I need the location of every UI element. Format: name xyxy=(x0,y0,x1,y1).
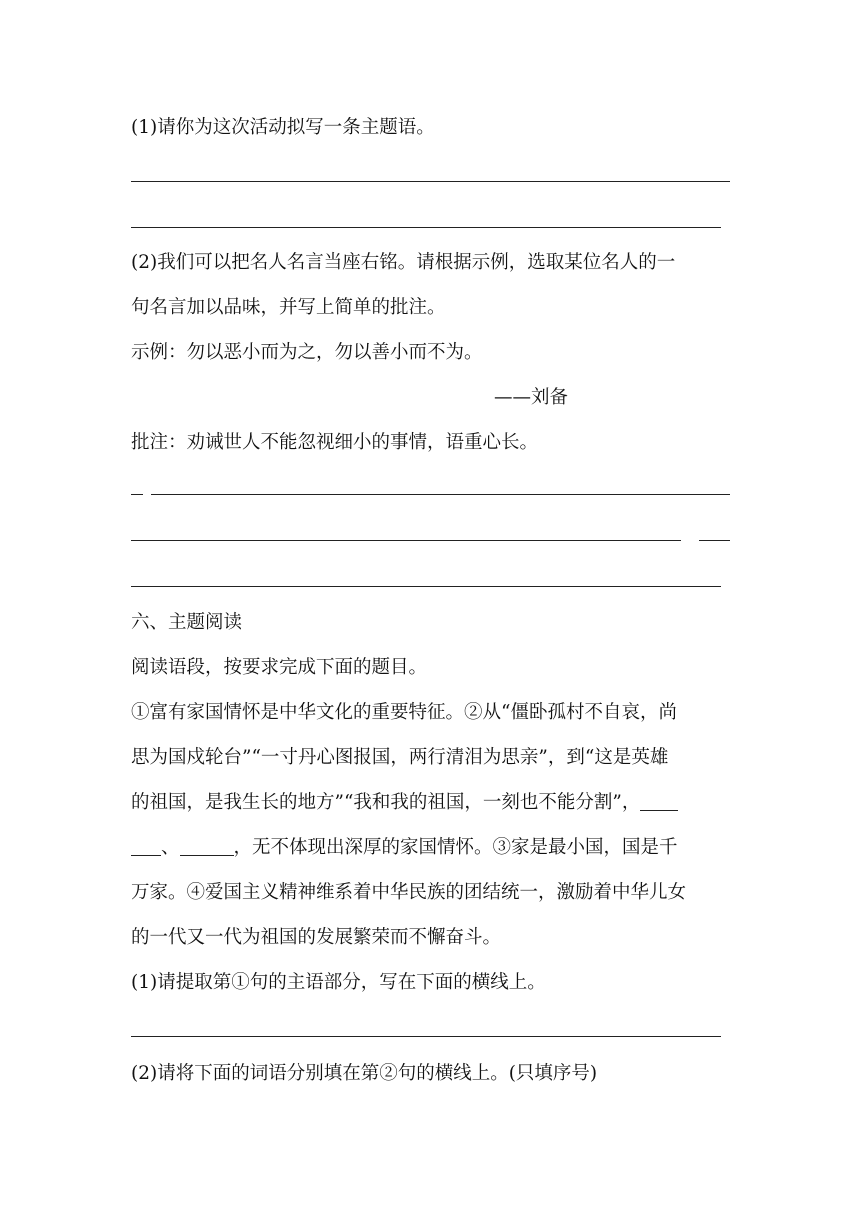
passage-line: 万家。④爱国主义精神维系着中华民族的团结统一，激励着中华儿女 xyxy=(131,882,687,903)
example-author: ——刘备 xyxy=(494,387,569,408)
passage-text: ，无不体现出深厚的家国情怀。③家是最小国，国是千 xyxy=(233,837,678,858)
q2-prompt-line1: (2)我们可以把名人名言当座右铭。请根据示例，选取某位名人的一 xyxy=(131,252,676,273)
q2-prompt-line2: 句名言加以品味，并写上简单的批注。 xyxy=(131,297,446,318)
passage-line xyxy=(131,836,678,860)
passage-text: 的祖国，是我生长的地方”“我和我的祖国，一刻也不能分割”， xyxy=(131,792,641,813)
answer-line[interactable] xyxy=(131,181,730,182)
example-quote: 示例：勿以恶小而为之，勿以善小而不为。 xyxy=(131,342,483,363)
answer-line[interactable] xyxy=(131,227,721,228)
annotation-example: 批注：劝诫世人不能忽视细小的事情，语重心长。 xyxy=(131,432,539,453)
line-gap xyxy=(143,491,151,497)
answer-line[interactable] xyxy=(131,586,721,587)
line-gap xyxy=(681,537,699,543)
sub-question-1: (1)请提取第①句的主语部分，写在下面的横线上。 xyxy=(131,972,546,993)
fill-blank-2[interactable] xyxy=(180,837,234,856)
q1-prompt: (1)请你为这次活动拟写一条主题语。 xyxy=(131,117,435,138)
separator: 、 xyxy=(161,837,180,858)
section-heading: 六、主题阅读 xyxy=(131,612,243,633)
instructions: 阅读语段，按要求完成下面的题目。 xyxy=(131,657,428,678)
answer-line[interactable] xyxy=(131,1036,721,1037)
passage-line: 思为国戍轮台”“一寸丹心图报国，两行清泪为思亲”，到“这是英雄 xyxy=(131,747,669,768)
fill-blank-1b[interactable] xyxy=(131,837,161,856)
answer-line[interactable] xyxy=(131,540,730,541)
passage-line: 的一代又一代为祖国的发展繁荣而不懈奋斗。 xyxy=(131,927,502,948)
passage-line xyxy=(131,791,678,815)
fill-blank-1a[interactable] xyxy=(640,792,678,811)
answer-line[interactable] xyxy=(131,494,730,495)
sub-question-2: (2)请将下面的词语分别填在第②句的横线上。(只填序号) xyxy=(131,1063,598,1084)
passage-line: ①富有家国情怀是中华文化的重要特征。②从“僵卧孤村不自哀，尚 xyxy=(131,702,677,723)
